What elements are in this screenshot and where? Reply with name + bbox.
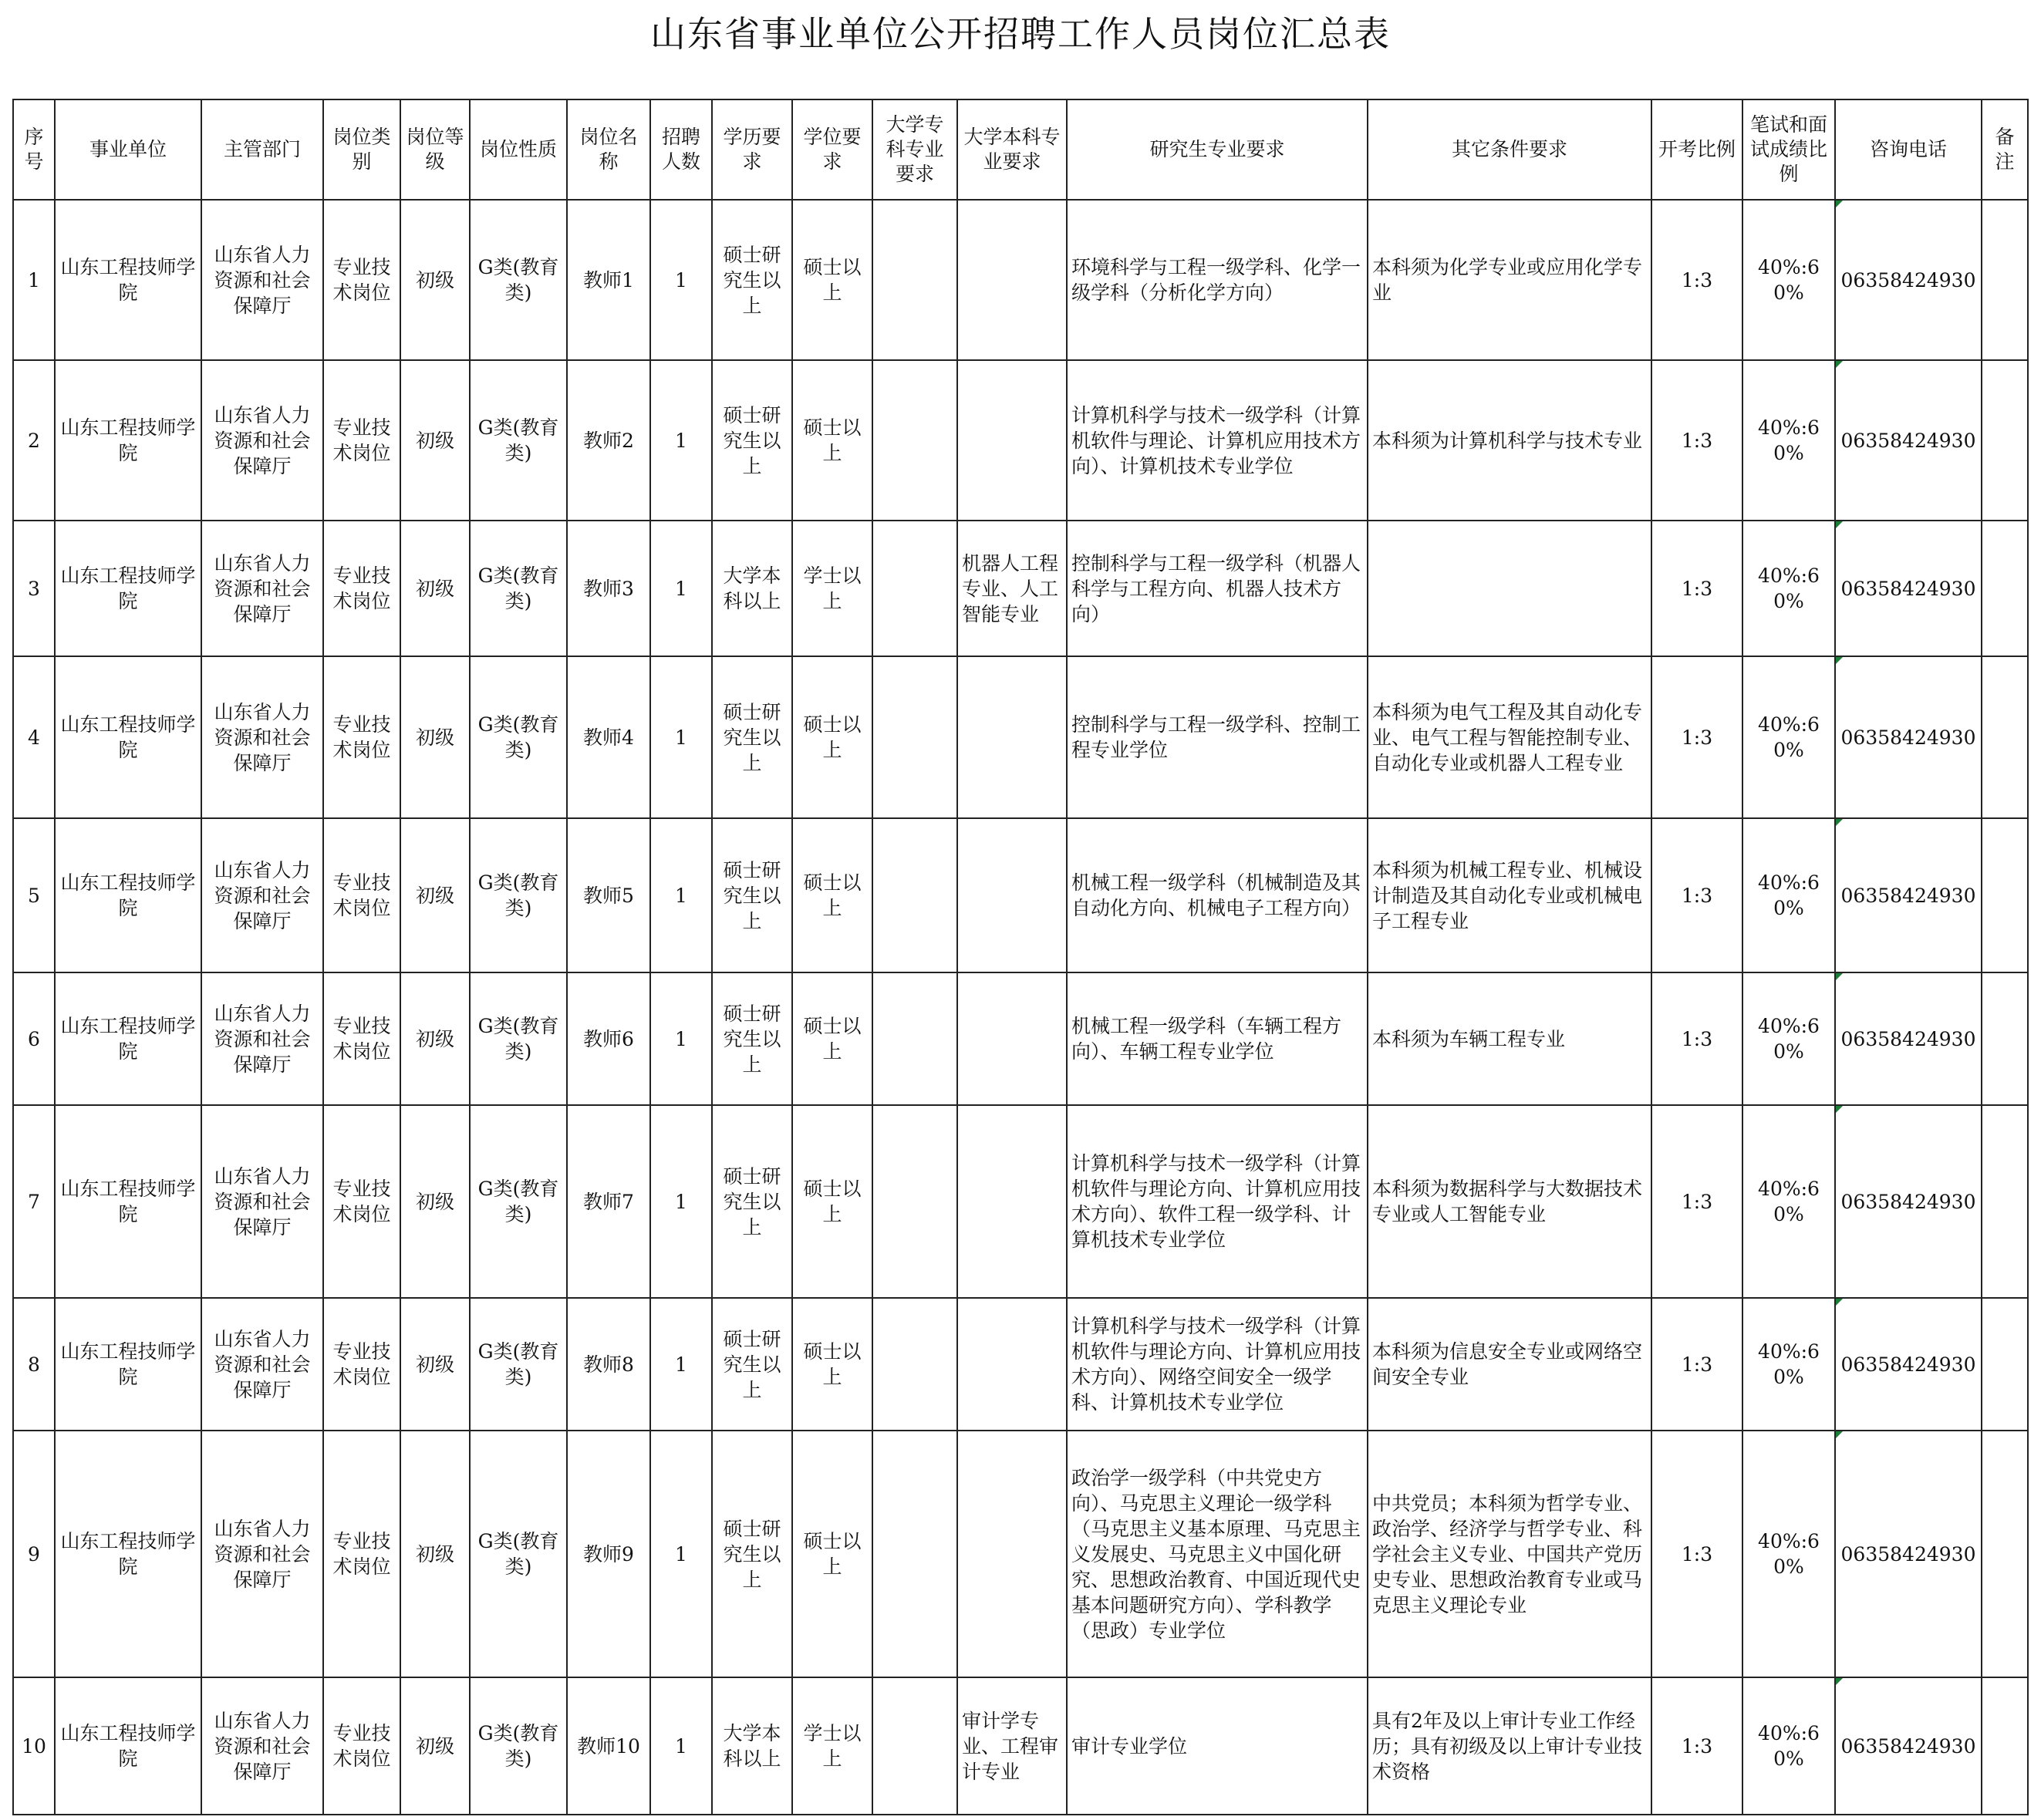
phone-text: 06358424930 [1840, 1353, 1976, 1376]
cell-nature: G类(教育类) [470, 656, 567, 818]
col-header-unit: 事业单位 [55, 99, 201, 200]
cell-unit: 山东工程技师学院 [55, 972, 201, 1105]
phone-text: 06358424930 [1840, 726, 1976, 749]
cell-phone [1835, 1105, 1982, 1298]
col-header-level: 岗位等级 [400, 99, 470, 200]
cell-degree: 学士以上 [792, 521, 872, 656]
cell-ratio: 1:3 [1651, 818, 1742, 972]
phone-text: 06358424930 [1840, 1734, 1976, 1758]
cell-ratio: 1:3 [1651, 1105, 1742, 1298]
cell-bachelor-major [957, 972, 1067, 1105]
cell-junior-major [872, 200, 957, 360]
cell-ratio: 1:3 [1651, 656, 1742, 818]
cell-education: 硕士研究生以上 [712, 1431, 792, 1677]
cell-category: 专业技术岗位 [323, 1677, 400, 1815]
cell-ratio: 1:3 [1651, 360, 1742, 521]
cell-phone [1835, 200, 1982, 360]
col-header-category: 岗位类别 [323, 99, 400, 200]
cell-graduate-major: 政治学一级学科（中共党史方向）、马克思主义理论一级学科（马克思主义基本原理、马克思主义发展史、马克思主义中国化研究、思想政治教育、中国近现代史基本问题研究方向）、学科教学（思政）专业学位 [1067, 1431, 1368, 1677]
cell-nature: G类(教育类) [470, 1105, 567, 1298]
cell-position: 教师4 [567, 656, 650, 818]
cell-phone [1835, 360, 1982, 521]
col-header-phone: 咨询电话 [1835, 99, 1982, 200]
cell-position: 教师6 [567, 972, 650, 1105]
phone-text: 06358424930 [1840, 1190, 1976, 1213]
cell-phone [1835, 1677, 1982, 1815]
comment-marker-icon [1836, 201, 1843, 207]
cell-degree: 硕士以上 [792, 1105, 872, 1298]
cell-count: 1 [650, 818, 712, 972]
cell-note [1982, 200, 2028, 360]
comment-marker-icon [1836, 973, 1843, 980]
cell-nature: G类(教育类) [470, 521, 567, 656]
comment-marker-icon [1836, 1299, 1843, 1306]
cell-junior-major [872, 656, 957, 818]
cell-bachelor-major [957, 656, 1067, 818]
cell-nature: G类(教育类) [470, 1431, 567, 1677]
cell-note [1982, 818, 2028, 972]
cell-ratio: 1:3 [1651, 200, 1742, 360]
cell-education: 硕士研究生以上 [712, 656, 792, 818]
cell-category: 专业技术岗位 [323, 1105, 400, 1298]
cell-education: 硕士研究生以上 [712, 200, 792, 360]
cell-score-ratio: 40%:60% [1742, 1105, 1835, 1298]
cell-other: 本科须为电气工程及其自动化专业、电气工程与智能控制专业、自动化专业或机器人工程专业 [1368, 656, 1651, 818]
cell-score-ratio: 40%:60% [1742, 1677, 1835, 1815]
cell-note [1982, 1105, 2028, 1298]
cell-no: 10 [13, 1677, 55, 1815]
cell-score-ratio: 40%:60% [1742, 360, 1835, 521]
cell-bachelor-major [957, 360, 1067, 521]
cell-note [1982, 1431, 2028, 1677]
cell-junior-major [872, 1677, 957, 1815]
cell-level: 初级 [400, 200, 470, 360]
cell-nature: G类(教育类) [470, 360, 567, 521]
header-row [13, 99, 2028, 200]
cell-other: 具有2年及以上审计专业工作经历；具有初级及以上审计专业技术资格 [1368, 1677, 1651, 1815]
cell-ratio: 1:3 [1651, 521, 1742, 656]
cell-level: 初级 [400, 1105, 470, 1298]
cell-category: 专业技术岗位 [323, 360, 400, 521]
col-header-nature: 岗位性质 [470, 99, 567, 200]
cell-other: 本科须为机械工程专业、机械设计制造及其自动化专业或机械电子工程专业 [1368, 818, 1651, 972]
cell-nature: G类(教育类) [470, 1677, 567, 1815]
cell-other: 本科须为数据科学与大数据技术专业或人工智能专业 [1368, 1105, 1651, 1298]
cell-level: 初级 [400, 818, 470, 972]
cell-bachelor-major [957, 818, 1067, 972]
cell-other [1368, 521, 1651, 656]
cell-level: 初级 [400, 1298, 470, 1431]
cell-degree: 学士以上 [792, 1677, 872, 1815]
cell-category: 专业技术岗位 [323, 818, 400, 972]
cell-dept: 山东省人力资源和社会保障厅 [201, 1298, 323, 1431]
cell-junior-major [872, 521, 957, 656]
cell-graduate-major: 环境科学与工程一级学科、化学一级学科（分析化学方向） [1067, 200, 1368, 360]
cell-graduate-major: 审计专业学位 [1067, 1677, 1368, 1815]
col-header-note: 备注 [1982, 99, 2028, 200]
cell-score-ratio: 40%:60% [1742, 1298, 1835, 1431]
cell-other: 本科须为计算机科学与技术专业 [1368, 360, 1651, 521]
comment-marker-icon [1836, 1678, 1843, 1685]
comment-marker-icon [1836, 521, 1843, 528]
cell-dept: 山东省人力资源和社会保障厅 [201, 360, 323, 521]
cell-score-ratio: 40%:60% [1742, 972, 1835, 1105]
cell-phone [1835, 1298, 1982, 1431]
cell-graduate-major: 机械工程一级学科（机械制造及其自动化方向、机械电子工程方向） [1067, 818, 1368, 972]
cell-dept: 山东省人力资源和社会保障厅 [201, 972, 323, 1105]
col-header-bachelor-major: 大学本科专业要求 [957, 99, 1067, 200]
col-header-education: 学历要求 [712, 99, 792, 200]
col-header-no: 序号 [13, 99, 55, 200]
cell-unit: 山东工程技师学院 [55, 818, 201, 972]
cell-junior-major [872, 972, 957, 1105]
cell-score-ratio: 40%:60% [1742, 200, 1835, 360]
cell-dept: 山东省人力资源和社会保障厅 [201, 656, 323, 818]
cell-level: 初级 [400, 972, 470, 1105]
col-header-degree: 学位要求 [792, 99, 872, 200]
cell-position: 教师2 [567, 360, 650, 521]
cell-bachelor-major [957, 200, 1067, 360]
cell-nature: G类(教育类) [470, 972, 567, 1105]
cell-dept: 山东省人力资源和社会保障厅 [201, 1105, 323, 1298]
cell-no: 3 [13, 521, 55, 656]
comment-marker-icon [1836, 1106, 1843, 1113]
cell-count: 1 [650, 1431, 712, 1677]
cell-nature: G类(教育类) [470, 818, 567, 972]
cell-note [1982, 656, 2028, 818]
cell-level: 初级 [400, 360, 470, 521]
phone-text: 06358424930 [1840, 884, 1976, 907]
cell-level: 初级 [400, 521, 470, 656]
cell-phone [1835, 972, 1982, 1105]
col-header-graduate-major: 研究生专业要求 [1067, 99, 1368, 200]
cell-degree: 硕士以上 [792, 1431, 872, 1677]
cell-no: 5 [13, 818, 55, 972]
cell-other: 本科须为信息安全专业或网络空间安全专业 [1368, 1298, 1651, 1431]
cell-nature: G类(教育类) [470, 1298, 567, 1431]
cell-dept: 山东省人力资源和社会保障厅 [201, 818, 323, 972]
cell-phone [1835, 656, 1982, 818]
col-header-score-ratio: 笔试和面试成绩比例 [1742, 99, 1835, 200]
cell-graduate-major: 计算机科学与技术一级学科（计算机软件与理论、计算机应用技术方向）、计算机技术专业学位 [1067, 360, 1368, 521]
cell-education: 硕士研究生以上 [712, 1105, 792, 1298]
cell-position: 教师9 [567, 1431, 650, 1677]
table-row [13, 1431, 2028, 1677]
cell-bachelor-major: 机器人工程专业、人工智能专业 [957, 521, 1067, 656]
cell-category: 专业技术岗位 [323, 1431, 400, 1677]
cell-note [1982, 360, 2028, 521]
cell-dept: 山东省人力资源和社会保障厅 [201, 1431, 323, 1677]
cell-unit: 山东工程技师学院 [55, 1677, 201, 1815]
cell-count: 1 [650, 1677, 712, 1815]
table-row [13, 200, 2028, 360]
cell-bachelor-major [957, 1105, 1067, 1298]
phone-text: 06358424930 [1840, 1027, 1976, 1050]
cell-unit: 山东工程技师学院 [55, 521, 201, 656]
cell-education: 大学本科以上 [712, 521, 792, 656]
cell-bachelor-major [957, 1431, 1067, 1677]
cell-level: 初级 [400, 1431, 470, 1677]
phone-text: 06358424930 [1840, 1542, 1976, 1566]
cell-score-ratio: 40%:60% [1742, 656, 1835, 818]
table-row [13, 818, 2028, 972]
cell-junior-major [872, 1105, 957, 1298]
cell-education: 大学本科以上 [712, 1677, 792, 1815]
cell-note [1982, 972, 2028, 1105]
cell-degree: 硕士以上 [792, 972, 872, 1105]
cell-score-ratio: 40%:60% [1742, 1431, 1835, 1677]
table-row [13, 360, 2028, 521]
cell-degree: 硕士以上 [792, 656, 872, 818]
cell-no: 9 [13, 1431, 55, 1677]
cell-degree: 硕士以上 [792, 360, 872, 521]
cell-position: 教师10 [567, 1677, 650, 1815]
cell-graduate-major: 计算机科学与技术一级学科（计算机软件与理论方向、计算机应用技术方向）、网络空间安全一级学科、计算机技术专业学位 [1067, 1298, 1368, 1431]
cell-level: 初级 [400, 656, 470, 818]
cell-bachelor-major: 审计学专业、工程审计专业 [957, 1677, 1067, 1815]
cell-no: 8 [13, 1298, 55, 1431]
cell-note [1982, 1677, 2028, 1815]
cell-count: 1 [650, 1105, 712, 1298]
cell-unit: 山东工程技师学院 [55, 360, 201, 521]
page-title: 山东省事业单位公开招聘工作人员岗位汇总表 [650, 13, 1391, 55]
col-header-ratio: 开考比例 [1651, 99, 1742, 200]
cell-position: 教师5 [567, 818, 650, 972]
table-row [13, 1677, 2028, 1815]
cell-count: 1 [650, 200, 712, 360]
cell-position: 教师1 [567, 200, 650, 360]
col-header-count: 招聘人数 [650, 99, 712, 200]
cell-bachelor-major [957, 1298, 1067, 1431]
cell-education: 硕士研究生以上 [712, 360, 792, 521]
cell-note [1982, 1298, 2028, 1431]
cell-count: 1 [650, 1298, 712, 1431]
col-header-dept: 主管部门 [201, 99, 323, 200]
table-row [13, 1298, 2028, 1431]
cell-note [1982, 521, 2028, 656]
cell-phone [1835, 818, 1982, 972]
table-row [13, 521, 2028, 656]
cell-no: 7 [13, 1105, 55, 1298]
comment-marker-icon [1836, 361, 1843, 368]
phone-text: 06358424930 [1840, 268, 1976, 292]
cell-graduate-major: 机械工程一级学科（车辆工程方向）、车辆工程专业学位 [1067, 972, 1368, 1105]
cell-education: 硕士研究生以上 [712, 972, 792, 1105]
cell-count: 1 [650, 360, 712, 521]
cell-degree: 硕士以上 [792, 1298, 872, 1431]
cell-nature: G类(教育类) [470, 200, 567, 360]
cell-phone [1835, 521, 1982, 656]
cell-unit: 山东工程技师学院 [55, 1298, 201, 1431]
cell-no: 4 [13, 656, 55, 818]
cell-position: 教师3 [567, 521, 650, 656]
cell-graduate-major: 计算机科学与技术一级学科（计算机软件与理论方向、计算机应用技术方向）、软件工程一级学科、计算机技术专业学位 [1067, 1105, 1368, 1298]
cell-no: 6 [13, 972, 55, 1105]
cell-category: 专业技术岗位 [323, 200, 400, 360]
cell-category: 专业技术岗位 [323, 1298, 400, 1431]
cell-no: 1 [13, 200, 55, 360]
cell-other: 本科须为车辆工程专业 [1368, 972, 1651, 1105]
cell-ratio: 1:3 [1651, 1677, 1742, 1815]
cell-graduate-major: 控制科学与工程一级学科、控制工程专业学位 [1067, 656, 1368, 818]
phone-text: 06358424930 [1840, 577, 1976, 600]
cell-dept: 山东省人力资源和社会保障厅 [201, 1677, 323, 1815]
table-row [13, 656, 2028, 818]
cell-ratio: 1:3 [1651, 1298, 1742, 1431]
cell-ratio: 1:3 [1651, 972, 1742, 1105]
cell-level: 初级 [400, 1677, 470, 1815]
cell-unit: 山东工程技师学院 [55, 1105, 201, 1298]
col-header-other: 其它条件要求 [1368, 99, 1651, 200]
cell-graduate-major: 控制科学与工程一级学科（机器人科学与工程方向、机器人技术方向） [1067, 521, 1368, 656]
cell-count: 1 [650, 521, 712, 656]
cell-ratio: 1:3 [1651, 1431, 1742, 1677]
cell-unit: 山东工程技师学院 [55, 656, 201, 818]
table-row [13, 1105, 2028, 1298]
comment-marker-icon [1836, 1431, 1843, 1438]
cell-unit: 山东工程技师学院 [55, 1431, 201, 1677]
cell-unit: 山东工程技师学院 [55, 200, 201, 360]
cell-category: 专业技术岗位 [323, 972, 400, 1105]
cell-position: 教师8 [567, 1298, 650, 1431]
cell-junior-major [872, 1298, 957, 1431]
cell-dept: 山东省人力资源和社会保障厅 [201, 521, 323, 656]
cell-junior-major [872, 818, 957, 972]
recruitment-table [12, 99, 2029, 1815]
col-header-junior-major: 大学专科专业要求 [872, 99, 957, 200]
comment-marker-icon [1836, 819, 1843, 826]
table-body [13, 200, 2028, 1815]
cell-category: 专业技术岗位 [323, 521, 400, 656]
cell-phone [1835, 1431, 1982, 1677]
table-row [13, 972, 2028, 1105]
col-header-position: 岗位名称 [567, 99, 650, 200]
cell-no: 2 [13, 360, 55, 521]
cell-score-ratio: 40%:60% [1742, 521, 1835, 656]
cell-other: 中共党员；本科须为哲学专业、政治学、经济学与哲学专业、科学社会主义专业、中国共产党历史专业、思想政治教育专业或马克思主义理论专业 [1368, 1431, 1651, 1677]
cell-dept: 山东省人力资源和社会保障厅 [201, 200, 323, 360]
cell-junior-major [872, 1431, 957, 1677]
phone-text: 06358424930 [1840, 429, 1976, 452]
cell-score-ratio: 40%:60% [1742, 818, 1835, 972]
cell-education: 硕士研究生以上 [712, 818, 792, 972]
comment-marker-icon [1836, 657, 1843, 664]
cell-position: 教师7 [567, 1105, 650, 1298]
cell-count: 1 [650, 656, 712, 818]
cell-degree: 硕士以上 [792, 200, 872, 360]
cell-category: 专业技术岗位 [323, 656, 400, 818]
cell-count: 1 [650, 972, 712, 1105]
cell-other: 本科须为化学专业或应用化学专业 [1368, 200, 1651, 360]
cell-education: 硕士研究生以上 [712, 1298, 792, 1431]
cell-junior-major [872, 360, 957, 521]
cell-degree: 硕士以上 [792, 818, 872, 972]
